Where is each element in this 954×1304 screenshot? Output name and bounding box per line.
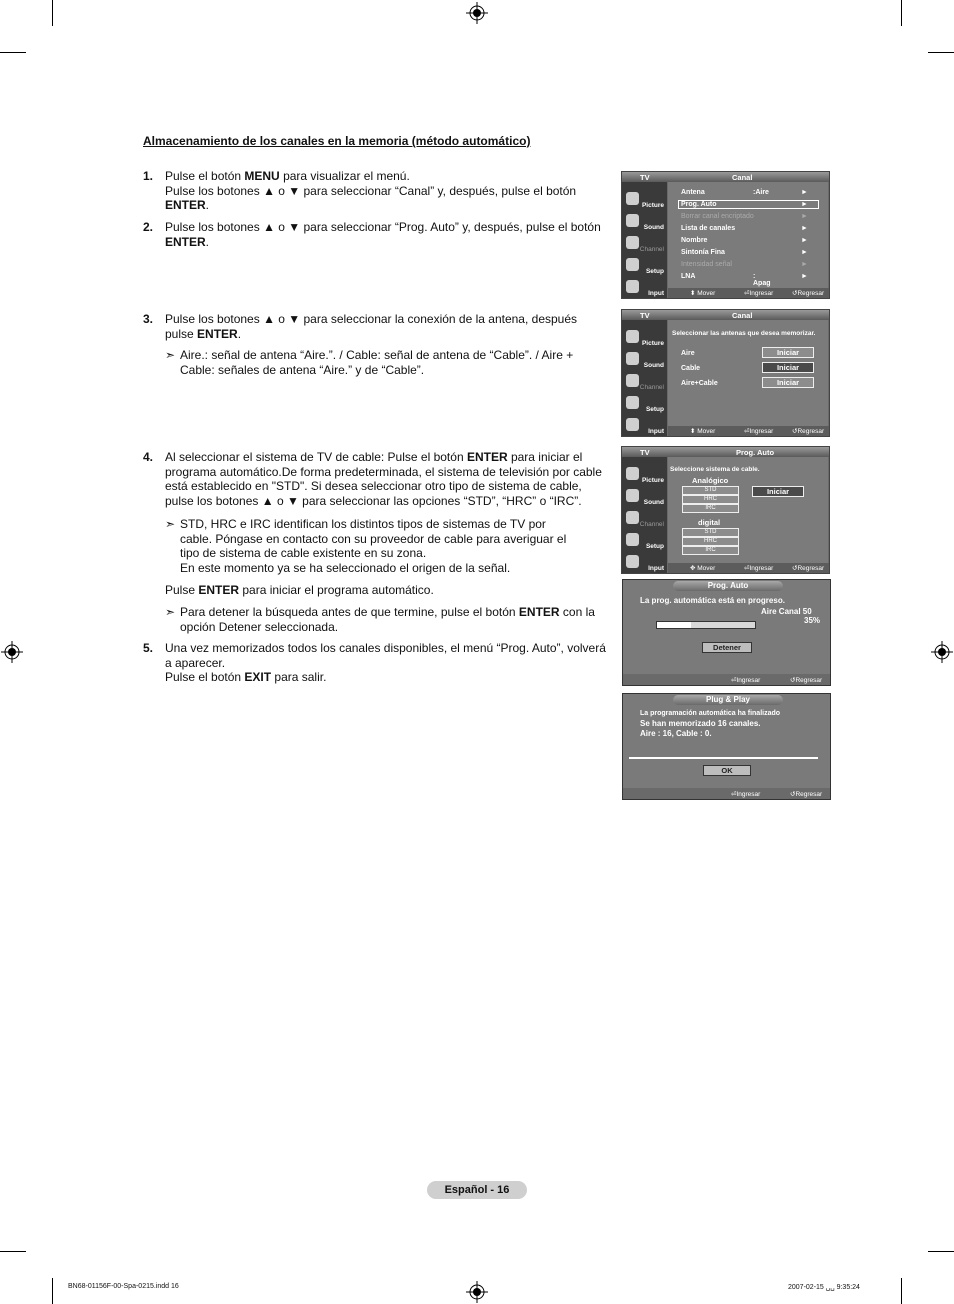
divider <box>629 757 818 759</box>
hint-label: Ingresar <box>736 791 761 798</box>
registration-mark-icon <box>931 641 953 663</box>
step-text: para iniciar el programa automático. <box>239 583 434 597</box>
step-text: Pulse el botón <box>165 169 245 183</box>
antenna-row <box>681 380 718 387</box>
arrow-right-icon: ► <box>801 237 808 244</box>
hint-label: Regresar <box>797 565 825 572</box>
menu-sidebar <box>622 182 667 298</box>
step-number: 3. <box>143 312 154 326</box>
row-value: :Aire <box>753 189 769 196</box>
hint-label: Regresar <box>797 290 825 297</box>
analog-irc-option[interactable]: IRC <box>682 504 739 513</box>
step-4-note-1 <box>165 517 580 575</box>
sidebar-label: Setup <box>645 406 664 413</box>
hint-label: Mover <box>697 428 716 435</box>
arrow-right-icon: ► <box>801 225 808 232</box>
antenna-prompt: Seleccionar las antenas que desea memorizar. <box>672 330 816 337</box>
sidebar-label: Picture <box>641 202 664 209</box>
row-label: Sintonía Fina <box>681 249 725 256</box>
row-value: : Apag <box>753 273 771 287</box>
hint-label: Ingresar <box>749 565 774 572</box>
step-text: para salir. <box>271 670 327 685</box>
menu-footer <box>668 426 829 436</box>
sound-icon <box>626 352 639 365</box>
step-4 <box>143 450 605 508</box>
analog-label: Analógico <box>692 476 729 485</box>
step-4-press <box>165 583 434 597</box>
note-text: STD, HRC e IRC identifican los distintos tipos de sistemas de TV por cable. Póngase en contacto con su proveedor de cable para averiguar el tipo de sistema de cable existente en su zona. <box>180 517 567 561</box>
key-name: ENTER <box>518 605 560 619</box>
setup-icon <box>626 258 639 271</box>
menu-tv-label: TV <box>640 311 650 320</box>
analog-hrc-option[interactable]: HRC <box>682 495 739 504</box>
row-label: Antena <box>681 189 705 196</box>
sidebar-label: Input <box>648 565 664 572</box>
progress-bar <box>656 621 756 629</box>
row-label: LNA <box>681 273 696 280</box>
menu-sidebar <box>622 457 667 573</box>
sidebar-label: Setup <box>645 543 664 550</box>
hint-label: Mover <box>697 290 716 297</box>
menu-row[interactable] <box>681 225 808 232</box>
dialog-title: Plug & Play <box>673 695 783 705</box>
menu-title: Canal <box>732 173 753 182</box>
menu-header <box>622 172 829 182</box>
step-text: Pulse los botones ▲ o ▼ para seleccionar la conexión de la antena, después <box>165 312 578 326</box>
sidebar-label: Picture <box>641 477 664 484</box>
crop-mark <box>928 1251 954 1252</box>
start-button[interactable]: Iniciar <box>752 486 804 497</box>
step-5 <box>143 641 613 685</box>
tv-menu-antenna <box>621 309 830 437</box>
sidebar-label: Picture <box>641 340 664 347</box>
enter-hint: ⏎Ingresar <box>744 565 774 572</box>
key-name: ENTER <box>165 198 206 213</box>
menu-header <box>622 447 829 457</box>
antenna-row <box>681 350 695 357</box>
step-text: Pulse el botón <box>165 670 245 685</box>
current-channel: Aire Canal 50 <box>761 607 812 616</box>
dialog-footer <box>623 674 830 685</box>
sidebar-label: Input <box>648 428 664 435</box>
hint-label: Regresar <box>795 677 823 684</box>
registration-mark-icon <box>1 641 23 663</box>
note-arrow-icon: ➣ <box>165 517 176 531</box>
page-number: Español - 16 <box>427 1181 527 1199</box>
sidebar-label: Setup <box>645 268 664 275</box>
section-title: Almacenamiento de los canales en la memoria (método automático) <box>143 134 531 148</box>
channels-stored: Se han memorizado 16 canales. <box>640 719 761 728</box>
sidebar-label: Sound <box>643 362 664 369</box>
note-text: En este momento ya se ha seleccionado el origen de la señal. <box>180 560 511 575</box>
tv-menu-canal <box>621 171 830 299</box>
hint-label: Regresar <box>797 428 825 435</box>
step-text: Una vez memorizados todos los canales disponibles, el menú “Prog. Auto”, volverá a aparecer. <box>165 641 606 670</box>
row-label: Cable <box>681 365 701 372</box>
step-1 <box>143 169 613 213</box>
key-name: ENTER <box>165 234 206 249</box>
sidebar-label: Input <box>648 290 664 297</box>
ok-button[interactable]: OK <box>703 765 751 776</box>
row-label: Aire+Cable <box>681 380 718 387</box>
sidebar-item-picture[interactable] <box>622 465 667 487</box>
key-name: ENTER <box>466 450 508 464</box>
sidebar-item-input[interactable] <box>622 416 667 438</box>
auto-program-progress-dialog <box>622 579 831 686</box>
sidebar-item-picture[interactable] <box>622 190 667 212</box>
step-3-note <box>165 348 580 377</box>
crop-mark <box>52 1278 53 1304</box>
note-text: Para detener la búsqueda antes de que termine, pulse el botón <box>180 605 519 619</box>
menu-tv-label: TV <box>640 173 650 182</box>
arrow-right-icon: ► <box>801 213 808 220</box>
sidebar-label: Sound <box>643 499 664 506</box>
menu-footer <box>668 563 829 573</box>
channel-counts: Aire : 16, Cable : 0. <box>640 729 712 738</box>
menu-tv-label: TV <box>640 448 650 457</box>
input-icon <box>626 280 639 293</box>
arrow-right-icon: ► <box>801 273 808 280</box>
sidebar-item-setup[interactable] <box>622 531 667 553</box>
back-hint: ↺Regresar <box>792 565 825 572</box>
menu-row[interactable] <box>681 189 808 196</box>
step-text: Pulse los botones ▲ o ▼ para seleccionar “Canal” y, después, pulse el botón <box>165 183 577 198</box>
back-hint: ↺Regresar <box>790 791 823 798</box>
channel-icon <box>626 236 639 249</box>
start-cable-button[interactable]: Iniciar <box>762 362 814 373</box>
row-label: Prog. Auto <box>681 201 717 208</box>
key-name: ENTER <box>197 326 238 341</box>
sidebar-item-setup[interactable] <box>622 394 667 416</box>
footer-date: 2007-02-15 ␣␣ 9:35:24 <box>788 1284 860 1291</box>
row-label: Intensidad señal <box>681 261 732 268</box>
arrow-right-icon: ► <box>801 201 808 208</box>
dialog-title: Prog. Auto <box>673 581 783 591</box>
row-label: Borrar canal encriptado <box>681 213 754 220</box>
picture-icon <box>626 192 639 205</box>
menu-row[interactable] <box>681 261 808 268</box>
back-hint: ↺Regresar <box>790 677 823 684</box>
crop-mark <box>928 52 954 53</box>
digital-hrc-option[interactable]: HRC <box>682 537 739 546</box>
progress-percent: 35% <box>804 616 821 625</box>
row-label: Nombre <box>681 237 708 244</box>
footer-filename: BN68-01156F-00-Spa-0215.indd 16 <box>68 1283 179 1290</box>
sidebar-item-setup[interactable] <box>622 256 667 278</box>
enter-hint: ⏎Ingresar <box>744 428 774 435</box>
sidebar-label: Sound <box>643 224 664 231</box>
step-4-note-2 <box>165 605 600 634</box>
sidebar-item-sound[interactable] <box>622 212 667 234</box>
step-text: para iniciar el programa automático.De forma predeterminada, el sistema de televisión por cable está establecido en "STD". Si desea seleccionar otro tipo de sistema de cable, pulse los botones ▲ o ▼ para seleccionar las opciones “STD”, “HRC” o “IRC”. <box>165 450 602 508</box>
channel-icon <box>626 374 639 387</box>
enter-hint: ⏎Ingresar <box>731 677 761 684</box>
menu-footer <box>668 288 829 298</box>
start-aire-cable-button[interactable]: Iniciar <box>762 377 814 388</box>
key-name: EXIT <box>244 670 272 685</box>
sidebar-label: Channel <box>639 384 664 391</box>
note-arrow-icon: ➣ <box>165 605 176 619</box>
move-hint: ✥ Mover <box>690 565 716 572</box>
arrow-right-icon: ► <box>801 189 808 196</box>
enter-hint: ⏎Ingresar <box>744 290 774 297</box>
hint-label: Ingresar <box>749 428 774 435</box>
menu-row[interactable] <box>681 201 808 208</box>
step-number: 5. <box>143 641 154 655</box>
registration-mark-icon <box>466 1281 488 1303</box>
menu-title: Prog. Auto <box>736 448 775 457</box>
crop-mark <box>52 0 53 26</box>
sidebar-item-channel[interactable] <box>622 234 667 256</box>
finish-message: La programación automática ha finalizado <box>640 710 781 717</box>
plug-and-play-dialog <box>622 693 831 800</box>
menu-header <box>622 310 829 320</box>
move-hint: ⬍ Mover <box>690 428 716 435</box>
sidebar-item-input[interactable] <box>622 553 667 575</box>
step-text: Al seleccionar el sistema de TV de cable: Pulse el botón <box>165 450 467 464</box>
digital-label: digital <box>698 518 721 527</box>
crop-mark <box>0 52 26 53</box>
input-icon <box>626 418 639 431</box>
note-text: Aire.: señal de antena “Aire.”. / Cable: señal de antena de “Cable”. / Aire + Cable: señales de antena “Aire.” y de “Cable”. <box>180 348 574 377</box>
menu-content <box>668 182 828 288</box>
input-icon <box>626 555 639 568</box>
crop-mark <box>901 1278 902 1304</box>
digital-irc-option[interactable]: IRC <box>682 546 739 555</box>
hint-label: Mover <box>697 565 716 572</box>
sidebar-item-channel[interactable] <box>622 509 667 531</box>
key-name: ENTER <box>198 583 240 597</box>
menu-row[interactable] <box>681 237 808 244</box>
step-3 <box>143 312 613 341</box>
menu-title: Canal <box>732 311 753 320</box>
step-text: . <box>237 326 242 341</box>
menu-content <box>668 320 828 426</box>
step-number: 1. <box>143 169 154 183</box>
sidebar-item-channel[interactable] <box>622 372 667 394</box>
step-text: . <box>205 198 210 213</box>
step-text: para visualizar el menú. <box>279 169 410 183</box>
channel-icon <box>626 511 639 524</box>
stop-button[interactable]: Detener <box>702 642 752 653</box>
note-arrow-icon: ➣ <box>165 348 176 362</box>
progress-message: La prog. automática está en progreso. <box>640 596 785 605</box>
row-label: Lista de canales <box>681 225 736 232</box>
setup-icon <box>626 533 639 546</box>
row-label: Aire <box>681 350 695 357</box>
sidebar-item-input[interactable] <box>622 278 667 300</box>
back-hint: ↺Regresar <box>792 290 825 297</box>
picture-icon <box>626 467 639 480</box>
sidebar-item-picture[interactable] <box>622 328 667 350</box>
analog-std-option[interactable]: STD <box>682 486 739 495</box>
crop-mark <box>0 1251 26 1252</box>
dialog-footer <box>623 788 830 799</box>
crop-mark <box>901 0 902 26</box>
registration-mark-icon <box>466 2 488 24</box>
step-text: pulse <box>165 326 198 341</box>
arrow-right-icon: ► <box>801 261 808 268</box>
sidebar-item-sound[interactable] <box>622 487 667 509</box>
move-hint: ⬍ Mover <box>690 290 716 297</box>
hint-label: Ingresar <box>736 677 761 684</box>
digital-std-option[interactable]: STD <box>682 528 739 537</box>
sidebar-item-sound[interactable] <box>622 350 667 372</box>
cable-prompt: Seleccione sistema de cable. <box>670 466 760 473</box>
step-text: Pulse <box>165 583 199 597</box>
key-name: MENU <box>244 169 280 183</box>
note-text: con la opción Detener seleccionada. <box>180 605 595 634</box>
step-number: 2. <box>143 220 154 234</box>
tv-menu-cable-system <box>621 446 830 574</box>
back-hint: ↺Regresar <box>792 428 825 435</box>
menu-row[interactable] <box>681 213 808 220</box>
progress-fill <box>657 622 691 628</box>
sound-icon <box>626 489 639 502</box>
hint-label: Regresar <box>795 791 823 798</box>
sound-icon <box>626 214 639 227</box>
step-text: Pulse los botones ▲ o ▼ para seleccionar “Prog. Auto” y, después, pulse el botón <box>165 220 601 234</box>
sidebar-label: Channel <box>639 246 664 253</box>
start-aire-button[interactable]: Iniciar <box>762 347 814 358</box>
setup-icon <box>626 396 639 409</box>
step-text: . <box>205 234 210 249</box>
menu-row[interactable] <box>681 249 808 256</box>
antenna-row <box>681 365 700 372</box>
menu-row[interactable] <box>681 273 808 287</box>
step-number: 4. <box>143 450 154 464</box>
arrow-right-icon: ► <box>801 249 808 256</box>
picture-icon <box>626 330 639 343</box>
enter-hint: ⏎Ingresar <box>731 791 761 798</box>
menu-sidebar <box>622 320 667 436</box>
hint-label: Ingresar <box>749 290 774 297</box>
menu-content <box>668 457 828 563</box>
step-2 <box>143 220 613 249</box>
sidebar-label: Channel <box>639 521 664 528</box>
